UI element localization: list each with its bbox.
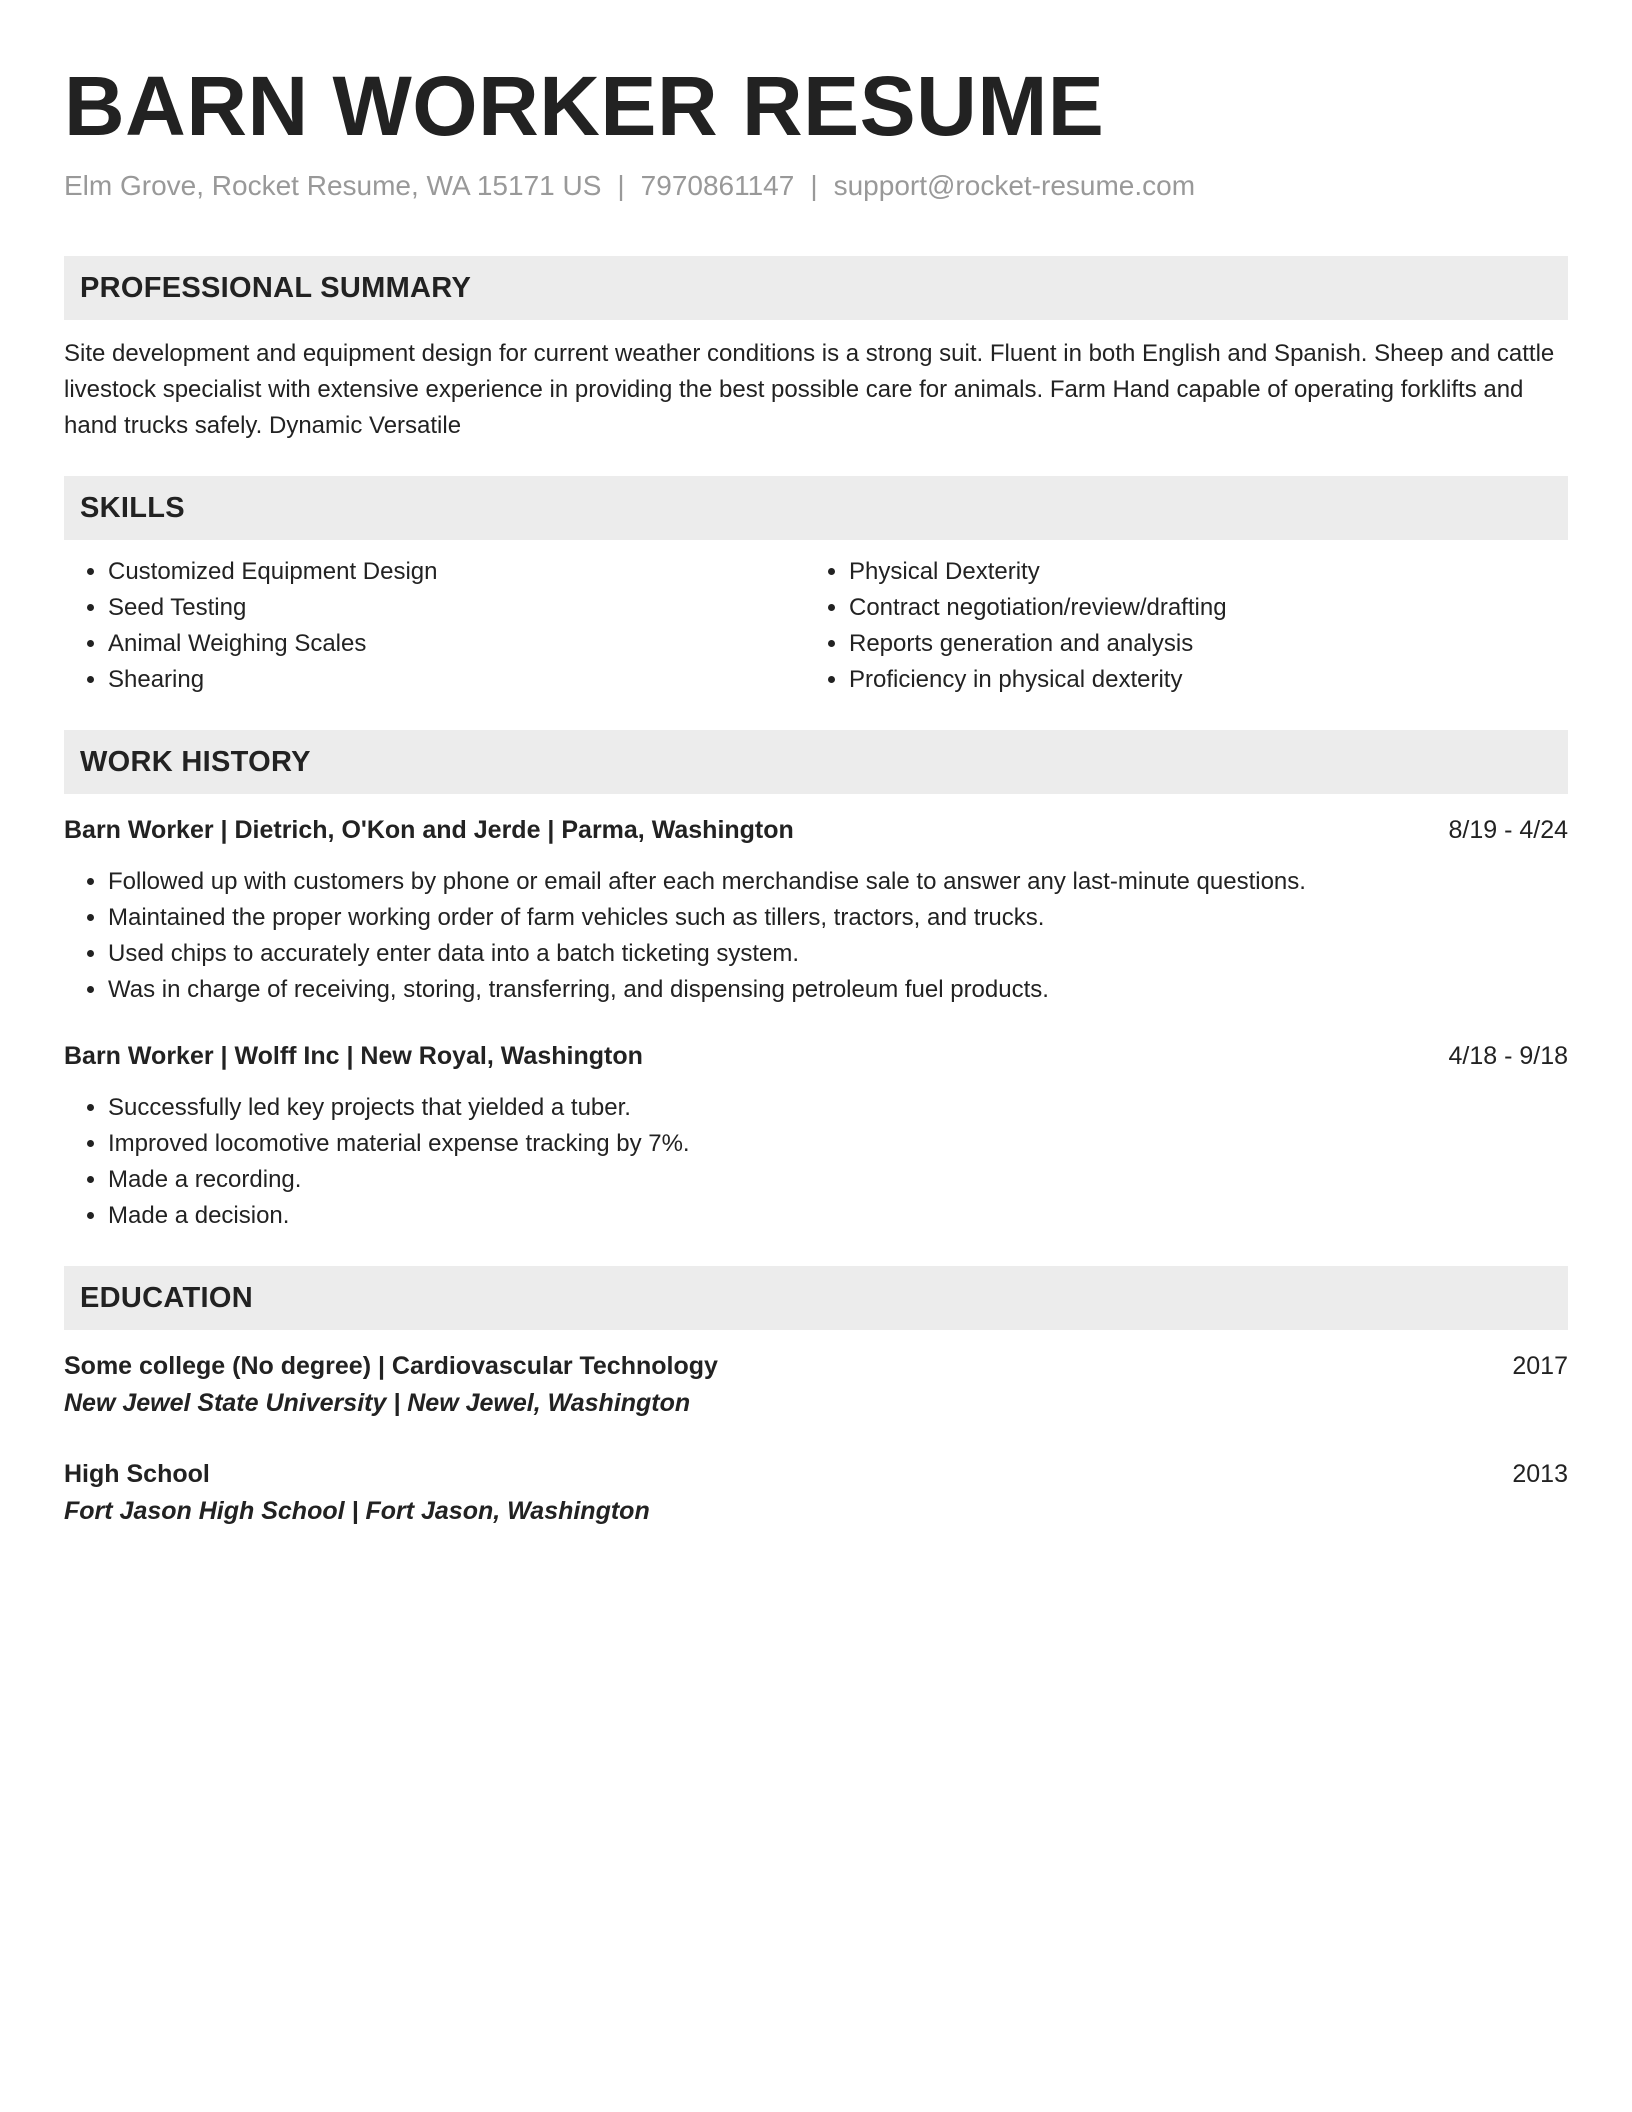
education-header [64, 1348, 1568, 1384]
job-bullet: • Improved locomotive material expense tracking by 7%. [108, 1126, 1568, 1162]
resume-title: BARN WORKER RESUME [64, 59, 1105, 153]
job-title: Barn Worker | Dietrich, O'Kon and Jerde | Parma, Washington [64, 816, 794, 844]
contact-address: Elm Grove, Rocket Resume, WA 15171 US [64, 170, 602, 201]
education-heading: EDUCATION [64, 1266, 1568, 1330]
job-bullet: • Made a recording. [108, 1162, 1568, 1198]
work-history-heading: WORK HISTORY [64, 730, 1568, 794]
job-header [64, 812, 1568, 848]
job-bullet: • Maintained the proper working order of farm vehicles such as tillers, tractors, and trucks. [108, 900, 1568, 936]
skills-heading: SKILLS [64, 476, 1568, 540]
skill-item: • Physical Dexterity [849, 554, 1546, 590]
summary-heading: PROFESSIONAL SUMMARY [64, 256, 1568, 320]
skills-list [64, 554, 1568, 698]
job-bullet: • Followed up with customers by phone or email after each merchandise sale to answer any last-minute questions. [108, 864, 1568, 900]
job-bullet: • Was in charge of receiving, storing, transferring, and dispensing petroleum fuel products. [108, 972, 1568, 1008]
education-school: Fort Jason High School | Fort Jason, Washington [64, 1497, 650, 1525]
summary-text: Site development and equipment design for current weather conditions is a strong suit. Fluent in both English and Spanish. Sheep and cattle livestock specialist with extensive experience in providing the best possible care for animals. Farm Hand capable of operating forklifts and hand trucks safely. Dynamic Versatile [64, 340, 1555, 439]
job-entry [64, 1038, 1568, 1234]
contact-phone: 7970861147 [640, 170, 795, 201]
job-bullets [64, 864, 1568, 1008]
contact-separator: | [617, 170, 625, 201]
skill-item: • Customized Equipment Design [108, 554, 805, 590]
skill-item: • Seed Testing [108, 590, 805, 626]
job-header [64, 1038, 1568, 1074]
job-bullet: • Successfully led key projects that yielded a tuber. [108, 1090, 1568, 1126]
skill-item: • Shearing [108, 662, 805, 698]
education-year: 2013 [1512, 1460, 1568, 1488]
education-entry [64, 1456, 1568, 1530]
education-header [64, 1456, 1568, 1492]
contact-line [64, 168, 1568, 204]
skills-column-right [805, 554, 1546, 698]
skill-item: • Reports generation and analysis [849, 626, 1546, 662]
skills-column-left [64, 554, 805, 698]
skill-item: • Contract negotiation/review/drafting [849, 590, 1546, 626]
education-entry [64, 1348, 1568, 1422]
job-title: Barn Worker | Wolff Inc | New Royal, Washington [64, 1042, 643, 1070]
job-dates: 8/19 - 4/24 [1448, 816, 1568, 844]
education-year: 2017 [1512, 1352, 1568, 1380]
education-school: New Jewel State University | New Jewel, Washington [64, 1389, 691, 1417]
education-degree: High School [64, 1460, 210, 1488]
job-bullet: • Used chips to accurately enter data into a batch ticketing system. [108, 936, 1568, 972]
job-entry [64, 812, 1568, 1008]
skill-item: • Animal Weighing Scales [108, 626, 805, 662]
job-bullets [64, 1090, 1568, 1234]
job-dates: 4/18 - 9/18 [1448, 1042, 1568, 1070]
contact-separator: | [810, 170, 818, 201]
skill-item: • Proficiency in physical dexterity [849, 662, 1546, 698]
contact-email: support@rocket-resume.com [833, 170, 1196, 201]
education-degree: Some college (No degree) | Cardiovascular Technology [64, 1352, 718, 1380]
job-bullet: • Made a decision. [108, 1198, 1568, 1234]
